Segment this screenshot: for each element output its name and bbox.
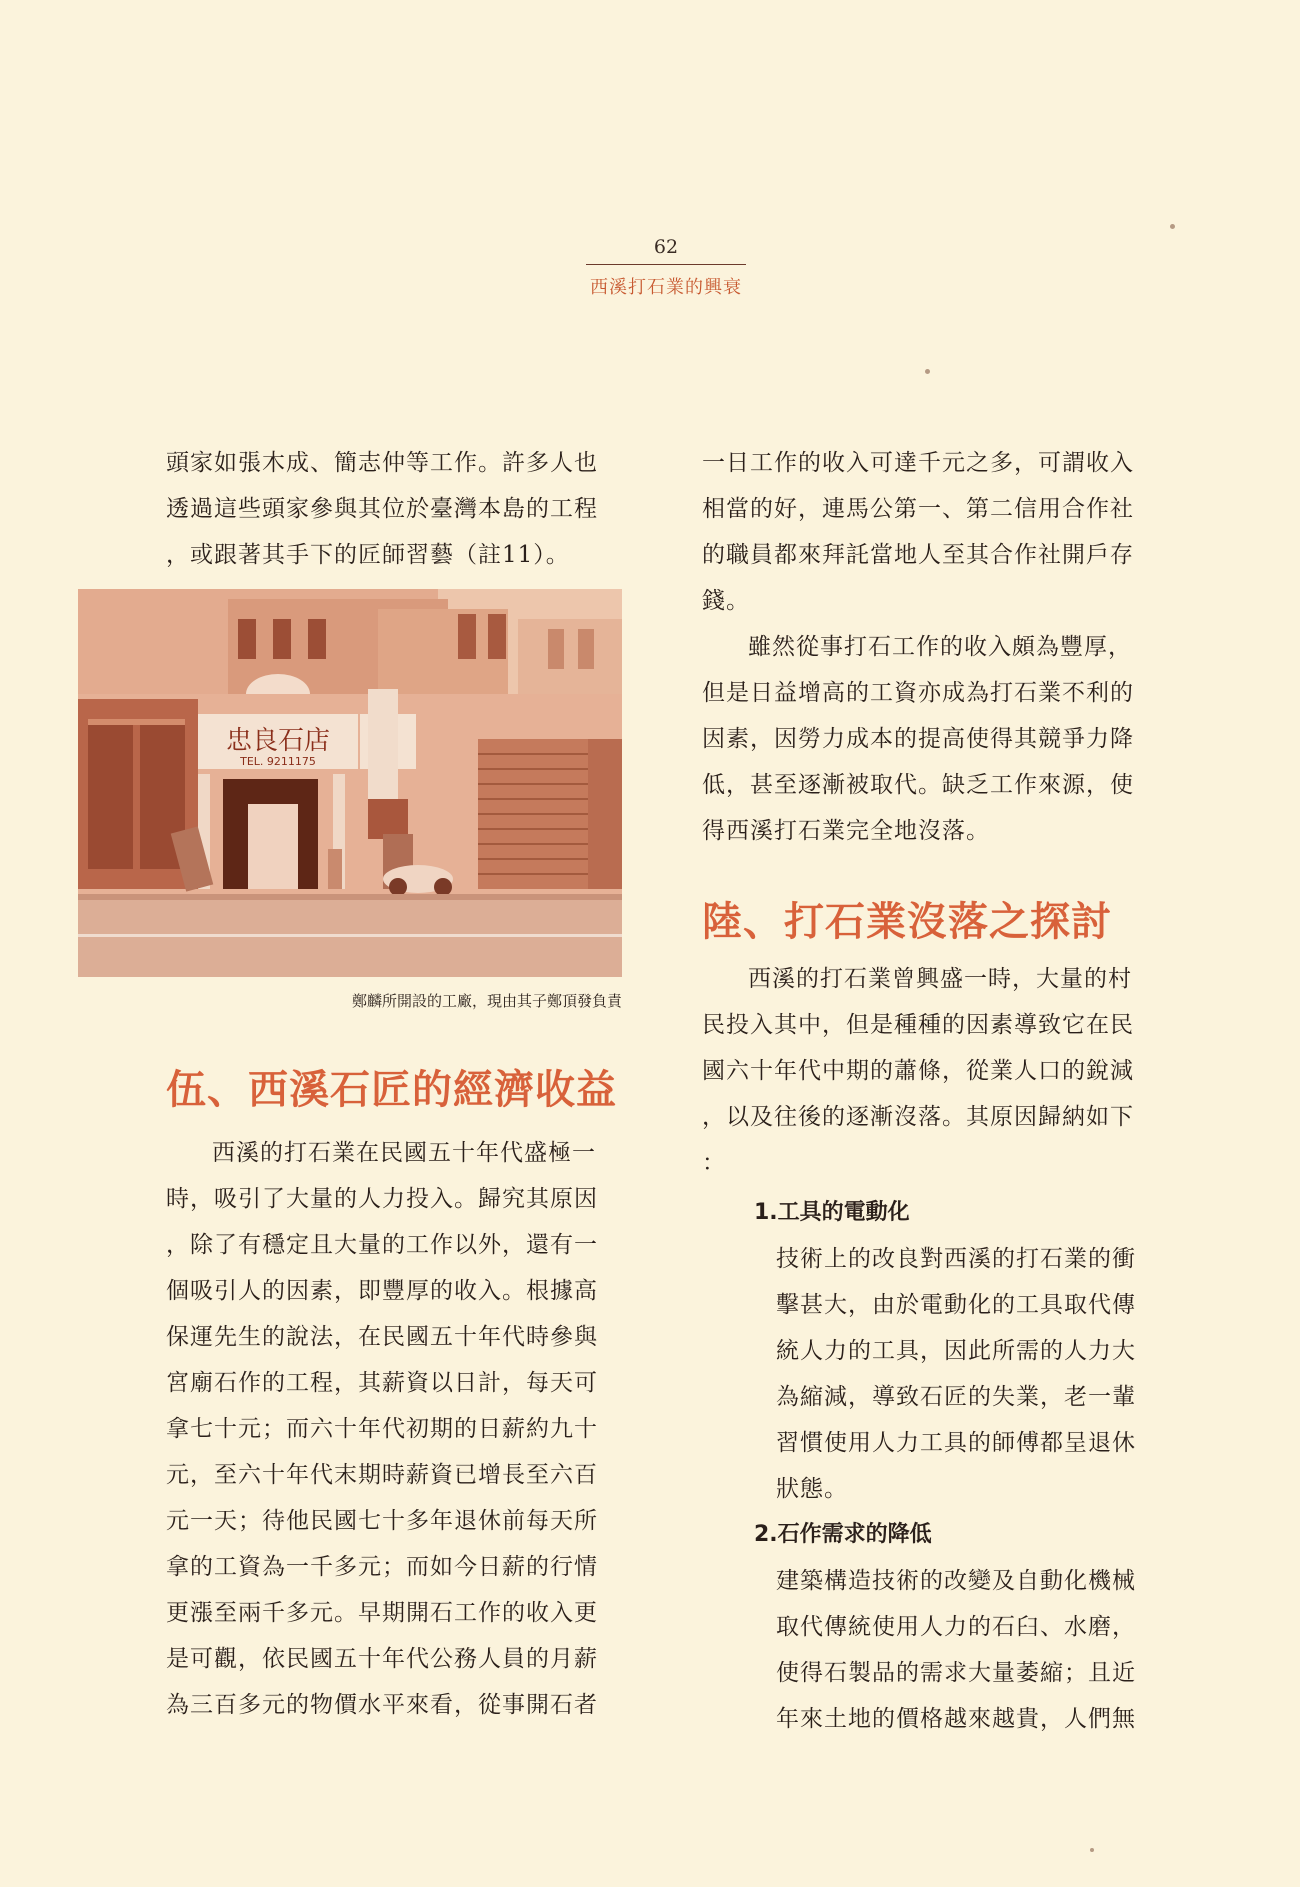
text-line: 拿七十元；而六十年代初期的日薪約九十: [166, 1416, 598, 1442]
right-column: [702, 440, 1162, 1742]
text-line: 時，吸引了大量的人力投入。歸究其原因: [166, 1186, 598, 1212]
text-line: 頭家如張木成、簡志仲等工作。許多人也: [166, 450, 598, 476]
paper-speck: [925, 369, 930, 374]
text-line: 一日工作的收入可達千元之多，可謂收入: [702, 450, 1134, 476]
text-line: ，以及往後的逐漸沒落。其原因歸納如下: [702, 1104, 1134, 1130]
text-line: 建築構造技術的改變及自動化機械: [776, 1568, 1136, 1594]
photo-caption: 鄭麟所開設的工廠，現由其子鄭頂發負責: [351, 992, 622, 1010]
text-line: ，除了有穩定且大量的工作以外，還有一: [166, 1232, 598, 1258]
text-line: 年來土地的價格越來越貴，人們無: [776, 1706, 1136, 1732]
shop-phone-text: TEL. 9211175: [240, 755, 316, 768]
text-line: 統人力的工具，因此所需的人力大: [776, 1338, 1136, 1364]
text-line: 個吸引人的因素，即豐厚的收入。根據高: [166, 1278, 598, 1304]
text-line: 雖然從事打石工作的收入頗為豐厚，: [748, 634, 1132, 660]
text-line: 為縮減，導致石匠的失業，老一輩: [776, 1384, 1136, 1410]
text-line: 狀態。: [776, 1476, 848, 1502]
subsection-title: 2.石作需求的降低: [754, 1522, 932, 1547]
text-line: 保運先生的說法，在民國五十年代時參與: [166, 1324, 598, 1350]
text-line: ，或跟著其手下的匠師習藝（註11）。: [166, 542, 570, 568]
text-line: 因素，因勞力成本的提高使得其競爭力降: [702, 726, 1134, 752]
text-line: 國六十年代中期的蕭條，從業人口的銳減: [702, 1058, 1134, 1084]
text-line: 擊甚大，由於電動化的工具取代傳: [776, 1292, 1136, 1318]
section-5: [166, 1062, 626, 1728]
text-line: 元，至六十年代末期時薪資已增長至六百: [166, 1462, 598, 1488]
text-line: ：: [702, 1150, 726, 1176]
subsection-title: 1.工具的電動化: [754, 1200, 910, 1225]
text-line: 的職員都來拜託當地人至其合作社開戶存: [702, 542, 1134, 568]
section-heading: 伍、西溪石匠的經濟收益: [166, 1066, 617, 1113]
list-item: [702, 1512, 1162, 1742]
text-line: 習慣使用人力工具的師傅都呈退休: [776, 1430, 1136, 1456]
section-heading: 陸、打石業沒落之探討: [702, 898, 1112, 945]
storefront-photo: [78, 589, 622, 977]
text-line: 相當的好，連馬公第一、第二信用合作社: [702, 496, 1134, 522]
text-line: 錢。: [702, 588, 750, 614]
text-line: 民投入其中，但是種種的因素導致它在民: [702, 1012, 1134, 1038]
text-line: 低，甚至逐漸被取代。缺乏工作來源，使: [702, 772, 1134, 798]
text-line: 但是日益增高的工資亦成為打石業不利的: [702, 680, 1134, 706]
text-line: 技術上的改良對西溪的打石業的衝: [776, 1246, 1136, 1272]
running-title: 西溪打石業的興衰: [590, 277, 742, 298]
text-line: 西溪的打石業曾興盛一時，大量的村: [748, 966, 1132, 992]
text-line: 使得石製品的需求大量萎縮；且近: [776, 1660, 1136, 1686]
text-line: 更漲至兩千多元。早期開石工作的收入更: [166, 1600, 598, 1626]
text-line: 西溪的打石業在民國五十年代盛極一: [212, 1140, 596, 1166]
page-number: 62: [653, 236, 679, 258]
left-column: [166, 440, 626, 578]
paper-speck: [1090, 1848, 1094, 1852]
text-line: 宮廟石作的工程，其薪資以日計，每天可: [166, 1370, 598, 1396]
text-line: 透過這些頭家參與其位於臺灣本島的工程: [166, 496, 598, 522]
section-6: [702, 894, 1162, 1742]
text-line: 是可觀，依民國五十年代公務人員的月薪: [166, 1646, 598, 1672]
text-line: 為三百多元的物價水平來看，從事開石者: [166, 1692, 598, 1718]
paper-speck: [1170, 224, 1175, 229]
text-line: 得西溪打石業完全地沒落。: [702, 818, 990, 844]
list-item: [702, 1190, 1162, 1512]
text-line: 元一天；待他民國七十多年退休前每天所: [166, 1508, 598, 1534]
text-line: 拿的工資為一千多元；而如今日薪的行情: [166, 1554, 598, 1580]
header-rule: [586, 264, 746, 265]
text-line: 取代傳統使用人力的石臼、水磨，: [776, 1614, 1136, 1640]
shop-sign-text: 忠良石店: [225, 726, 331, 756]
